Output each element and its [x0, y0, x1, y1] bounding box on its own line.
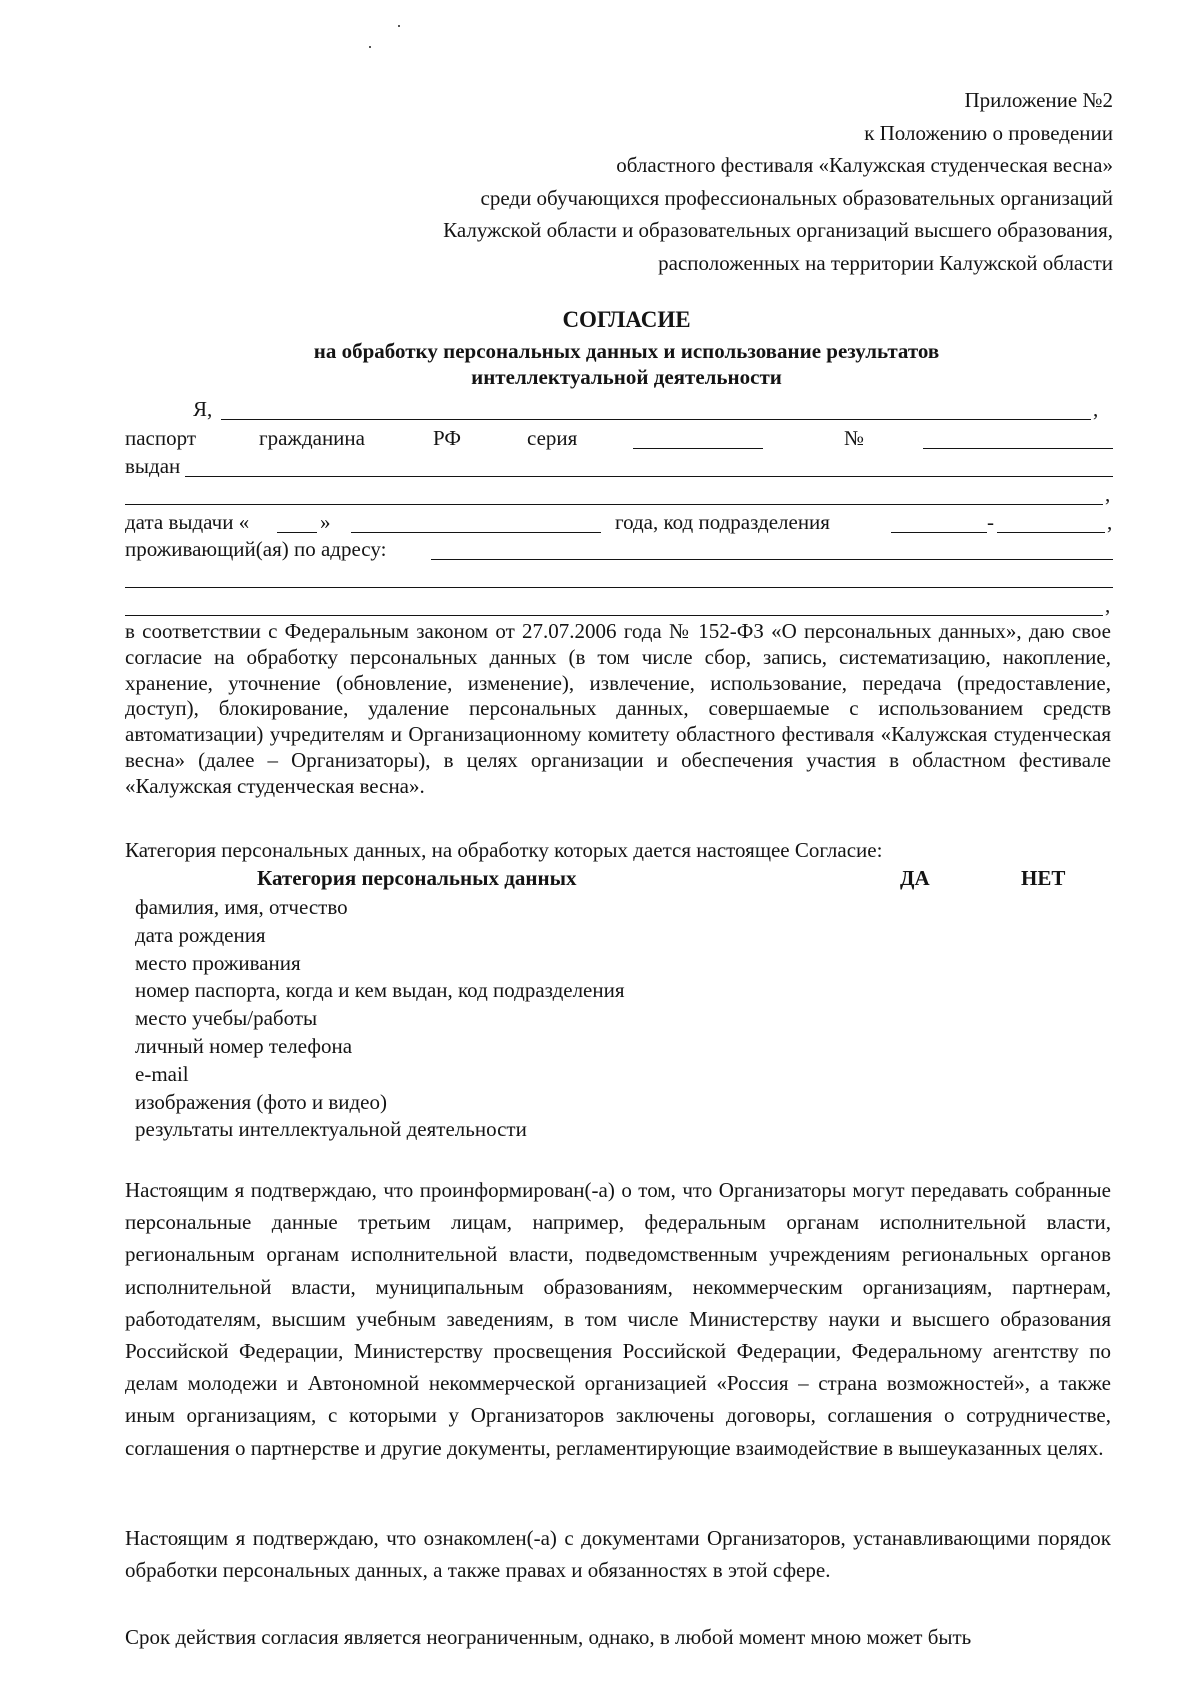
category-row: изображения (фото и видео): [135, 1089, 387, 1114]
header-line: областного фестиваля «Калужская студенческая весна»: [616, 153, 1113, 177]
form-line-address: [125, 535, 1113, 563]
comma: ,: [1105, 593, 1111, 617]
label-rf: РФ: [433, 426, 461, 450]
header-line: Калужской области и образовательных организаций высшего образования,: [443, 218, 1113, 242]
header-line: Приложение №2: [964, 88, 1113, 112]
comma: ,: [1105, 482, 1111, 506]
address-field[interactable]: [431, 558, 1113, 560]
issued-field[interactable]: [185, 475, 1113, 477]
appendix-header: [443, 84, 1113, 279]
subtitle-line: на обработку персональных данных и использование результатов: [313, 339, 940, 363]
category-intro: Категория персональных данных, на обработку которых дается настоящее Согласие:: [125, 838, 883, 862]
form-line-passport: [125, 424, 1113, 452]
code-field-part2[interactable]: [997, 531, 1105, 533]
category-row: место учебы/работы: [135, 1006, 318, 1031]
consent-paragraph: в соответствии с Федеральным законом от 27.07.2006 года № 152-ФЗ «О персональных данных», даю свое согласие на обработку персональных данных (в том числе сбор, запись, систематизацию, накопление, хранение, уточнение (обновление, изменение), извлечение, использование, передача (предоставление, доступ), блокирование, удаление персональных данных, совершаемые с использованием средств автоматизации) учредителям и Организационному комитету областного фестиваля «Калужская студенческая весна» (далее – Организаторы), в целях организации и обеспечения участия в областном фестивале «Калужская студенческая весна».: [125, 619, 1111, 798]
scan-speck: [369, 46, 371, 48]
issued-field-continued[interactable]: [125, 503, 1103, 505]
label-issued: выдан: [125, 454, 181, 478]
address-field-continued[interactable]: [125, 586, 1113, 588]
label-issue-date: дата выдачи «: [125, 510, 250, 534]
form-line-name: [125, 395, 1113, 423]
address-field-continued[interactable]: [125, 614, 1103, 616]
label-ya: Я,: [193, 397, 213, 421]
label-passport: паспорт: [125, 426, 197, 450]
code-field-part1[interactable]: [891, 531, 987, 533]
label-citizen: гражданина: [259, 426, 365, 450]
document-subtitle: [0, 338, 1200, 390]
form-line-address-3: [125, 591, 1113, 619]
category-row: номер паспорта, когда и кем выдан, код подразделения: [135, 978, 625, 1003]
category-row: личный номер телефона: [135, 1033, 353, 1058]
category-table-header: [125, 865, 1115, 891]
column-no: НЕТ: [1021, 866, 1066, 890]
acknowledgement-paragraph: Настоящим я подтверждаю, что ознакомлен(-а) с документами Организаторов, устанавливающими порядок обработки персональных данных, а также правах и обязанностях в этой сфере.: [125, 1526, 1111, 1583]
category-row: e-mail: [135, 1061, 189, 1086]
category-row: место проживания: [135, 950, 301, 975]
form-line-blank: [125, 480, 1113, 508]
name-field[interactable]: [221, 418, 1091, 420]
form-line-issued: [125, 452, 1113, 480]
label-year-code: года, код подразделения: [615, 510, 830, 534]
category-list: [135, 894, 625, 1144]
comma: ,: [1093, 397, 1099, 421]
validity-paragraph: Срок действия согласия является неограниченным, однако, в любой момент мною может быть: [125, 1625, 972, 1649]
column-category: Категория персональных данных: [257, 866, 577, 890]
category-row: результаты интеллектуальной деятельности: [135, 1117, 527, 1142]
header-line: расположенных на территории Калужской области: [658, 250, 1113, 275]
quote-close: »: [320, 510, 331, 534]
dash: -: [987, 510, 994, 534]
form-line-address-2: [125, 563, 1113, 591]
third-party-paragraph: Настоящим я подтверждаю, что проинформирован(-а) о том, что Организаторы могут передавать собранные персональные данные третьим лицам, например, федеральным органам исполнительной власти, региональным органам исполнительной власти, подведомственным учреждениям региональных органов исполнительной власти, муниципальным образованиям, некоммерческим организациям, партнерам, работодателям, высшим учебным заведениям, в том числе Министерству науки и высшего образования Российской Федерации, Министерству просвещения Российской Федерации, Федеральному агентству по делам молодежи и Автономной некоммерческой организацией «Россия – страна возможностей», а также иным организациям, с которыми у Организаторов заключены договоры, соглашения о сотрудничестве, соглашения о партнерстве и другие документы, регламентирующие взаимодействие в вышеуказанных целях.: [125, 1178, 1111, 1460]
month-year-field[interactable]: [351, 531, 601, 533]
comma: ,: [1107, 510, 1113, 534]
column-yes: ДА: [900, 866, 930, 890]
form-line-date: [125, 508, 1113, 536]
category-row: фамилия, имя, отчество: [135, 895, 348, 919]
header-line: среди обучающихся профессиональных образовательных организаций: [480, 185, 1113, 210]
label-series: серия: [527, 426, 578, 450]
header-line: к Положению о проведении: [864, 120, 1113, 145]
subtitle-line: интеллектуальной деятельности: [471, 365, 782, 389]
label-address: проживающий(ая) по адресу:: [125, 537, 387, 561]
label-number: №: [844, 426, 865, 450]
day-field[interactable]: [277, 531, 317, 533]
number-field[interactable]: [923, 447, 1113, 449]
scan-speck: [398, 25, 400, 27]
category-row: дата рождения: [135, 922, 266, 947]
document-title: СОГЛАСИЕ: [562, 307, 691, 332]
series-field[interactable]: [633, 447, 763, 449]
